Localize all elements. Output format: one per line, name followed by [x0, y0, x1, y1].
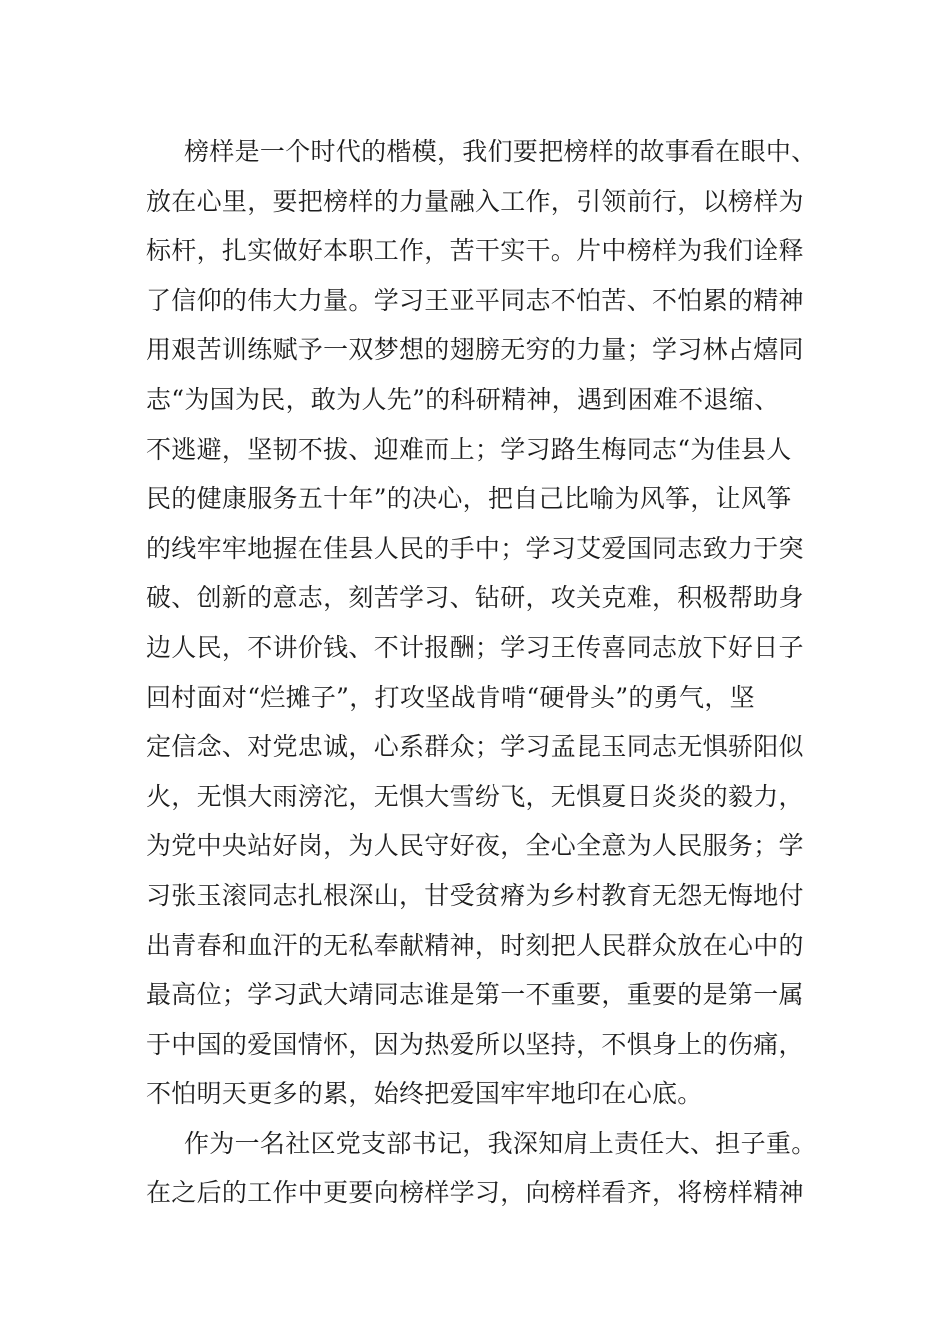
paragraph-1-line: 习张玉滚同志扎根深山，甘受贫瘠为乡村教育无怨无悔地付 — [146, 880, 804, 910]
paragraph-1-line: 的线牢牢地握在佳县人民的手中；学习艾爱国同志致力于突 — [146, 533, 804, 563]
paragraph-2-line: 作为一名社区党支部书记，我深知肩上责任大、担子重。 — [184, 1128, 817, 1158]
paragraph-1-line: 放在心里，要把榜样的力量融入工作，引领前行，以榜样为 — [146, 186, 804, 216]
paragraph-1-line: 边人民，不讲价钱、不计报酬；学习王传喜同志放下好日子 — [146, 632, 804, 662]
paragraph-1-line: 为党中央站好岗，为人民守好夜，全心全意为人民服务；学 — [146, 831, 804, 861]
body-text — [146, 127, 836, 1218]
paragraph-1-line: 民的健康服务五十年”的决心，把自己比喻为风筝，让风筝 — [146, 484, 792, 514]
paragraph-2-line: 在之后的工作中更要向榜样学习，向榜样看齐，将榜样精神 — [146, 1178, 804, 1208]
paragraph-1-line: 于中国的爱国情怀，因为热爱所以坚持，不惧身上的伤痛， — [146, 1029, 804, 1059]
paragraph-1-line: 定信念、对党忠诚，心系群众；学习孟昆玉同志无惧骄阳似 — [146, 732, 804, 762]
paragraph-1-line: 了信仰的伟大力量。学习王亚平同志不怕苦、不怕累的精神 — [146, 285, 804, 315]
paragraph-1-line: 榜样是一个时代的楷模，我们要把榜样的故事看在眼中、 — [184, 137, 817, 166]
paragraph-1-line: 回村面对“烂摊子”，打攻坚战肯啃“硬骨头”的勇气，坚 — [146, 682, 755, 712]
paragraph-1-line: 出青春和血汗的无私奉献精神，时刻把人民群众放在心中的 — [146, 930, 804, 960]
paragraph-1-line: 最高位；学习武大靖同志谁是第一不重要，重要的是第一属 — [146, 980, 804, 1010]
paragraph-1-line: 不逃避，坚韧不拔、迎难而上；学习路生梅同志“为佳县人 — [146, 434, 792, 464]
paragraph-1-line: 志“为国为民，敢为人先”的科研精神，遇到困难不退缩、 — [146, 384, 780, 414]
paragraph-1-line: 破、创新的意志，刻苦学习、钻研，攻关克难，积极帮助身 — [146, 583, 804, 613]
paragraph-1-line: 用艰苦训练赋予一双梦想的翅膀无穷的力量；学习林占熺同 — [146, 335, 804, 365]
paragraph-1-line: 标杆，扎实做好本职工作，苦干实干。片中榜样为我们诠释 — [146, 236, 804, 266]
paragraph-1-line: 火，无惧大雨滂沱，无惧大雪纷飞，无惧夏日炎炎的毅力， — [146, 781, 804, 811]
paragraph-1-line: 不怕明天更多的累，始终把爱国牢牢地印在心底。 — [146, 1079, 703, 1109]
